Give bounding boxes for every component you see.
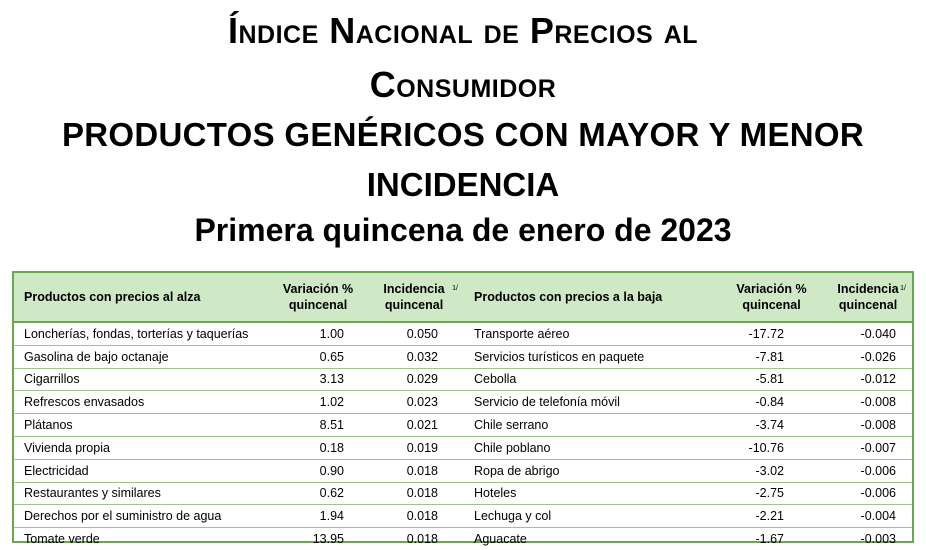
- up-incidence: 0.032: [364, 345, 464, 368]
- up-product-name: Plátanos: [14, 414, 272, 437]
- down-product-name: Chile serrano: [464, 414, 719, 437]
- header-down-incidence-line1: Incidencia: [837, 282, 899, 296]
- header-up-incidence: [364, 273, 464, 322]
- down-incidence: -0.012: [824, 368, 912, 391]
- header-up-incidence-line1: Incidencia: [383, 282, 445, 296]
- down-incidence: -0.006: [824, 459, 912, 482]
- down-product-name: Cebolla: [464, 368, 719, 391]
- up-variation: 3.13: [272, 368, 364, 391]
- header-down-incidence-line2: quincenal: [838, 298, 898, 312]
- table-row: [14, 322, 912, 345]
- header-up-incidence-note: 1/: [452, 285, 458, 292]
- table-row: [14, 482, 912, 505]
- down-incidence: -0.040: [824, 322, 912, 345]
- down-variation: -3.02: [719, 459, 824, 482]
- table-row: [14, 414, 912, 437]
- down-variation: -5.81: [719, 368, 824, 391]
- table-row: [14, 436, 912, 459]
- up-incidence: 0.050: [364, 322, 464, 345]
- up-product-name: Tomate verde: [24, 532, 100, 547]
- up-product-name: Derechos por el suministro de agua: [14, 505, 272, 528]
- down-incidence: -0.026: [824, 345, 912, 368]
- table-header-row: [14, 273, 912, 322]
- up-product-name: Loncherías, fondas, torterías y taquerías: [14, 322, 272, 345]
- up-product-name: Gasolina de bajo octanaje: [14, 345, 272, 368]
- up-incidence: 0.023: [364, 391, 464, 414]
- up-variation: 1.00: [272, 322, 364, 345]
- title-block: [0, 0, 926, 247]
- table-row: [14, 391, 912, 414]
- title-line-2: Consumidor: [369, 64, 557, 105]
- down-variation: -17.72: [719, 322, 824, 345]
- down-product-name: Aguacate: [474, 532, 527, 547]
- up-incidence: 0.018: [364, 459, 464, 482]
- down-variation: -1.67: [755, 532, 784, 547]
- header-down-variation: [719, 273, 824, 322]
- up-variation: 13.95: [312, 532, 344, 547]
- header-up-variation: [272, 273, 364, 322]
- table-row: [14, 345, 912, 368]
- header-down-incidence-note: 1/: [900, 285, 906, 292]
- down-variation: -2.21: [719, 505, 824, 528]
- table-row: [14, 528, 912, 550]
- down-incidence: -0.003: [860, 532, 896, 547]
- up-product-name: Vivienda propia: [14, 436, 272, 459]
- up-incidence: 0.018: [406, 532, 438, 547]
- up-variation: 1.02: [272, 391, 364, 414]
- up-product-name: Refrescos envasados: [14, 391, 272, 414]
- table-row: [14, 459, 912, 482]
- down-incidence: -0.006: [824, 482, 912, 505]
- title-line-1: Índice Nacional de Precios al: [227, 10, 699, 51]
- down-incidence: -0.004: [824, 505, 912, 528]
- down-product-name: Lechuga y col: [464, 505, 719, 528]
- table-row: [14, 368, 912, 391]
- up-variation: 0.90: [272, 459, 364, 482]
- down-product-name: Transporte aéreo: [464, 322, 719, 345]
- down-product-name: Servicios turísticos en paquete: [464, 345, 719, 368]
- up-variation: 0.62: [272, 482, 364, 505]
- incidence-table: [12, 271, 914, 547]
- down-product-name: Ropa de abrigo: [464, 459, 719, 482]
- header-down-variation-line1: Variación %: [736, 282, 807, 296]
- down-incidence: -0.008: [824, 414, 912, 437]
- header-down-incidence: [824, 273, 912, 322]
- down-variation: -3.74: [719, 414, 824, 437]
- up-product-name: Electricidad: [14, 459, 272, 482]
- down-incidence: -0.007: [824, 436, 912, 459]
- period-title: Primera quincena de enero de 2023: [194, 212, 732, 248]
- up-variation: 1.94: [272, 505, 364, 528]
- up-product-name: Cigarrillos: [14, 368, 272, 391]
- header-down-variation-line2: quincenal: [742, 298, 801, 312]
- up-incidence: 0.018: [364, 505, 464, 528]
- down-variation: -2.75: [719, 482, 824, 505]
- up-variation: 0.18: [272, 436, 364, 459]
- down-product-name: Chile poblano: [464, 436, 719, 459]
- up-incidence: 0.018: [364, 482, 464, 505]
- down-variation: -10.76: [719, 436, 824, 459]
- down-product-name: Hoteles: [464, 482, 719, 505]
- table-row: [14, 505, 912, 528]
- up-variation: 8.51: [272, 414, 364, 437]
- up-product-name: Restaurantes y similares: [14, 482, 272, 505]
- header-up-variation-line2: quincenal: [288, 298, 348, 312]
- down-variation: -7.81: [719, 345, 824, 368]
- header-down-products: Productos con precios a la baja: [464, 273, 719, 322]
- down-incidence: -0.008: [824, 391, 912, 414]
- header-up-products: Productos con precios al alza: [14, 273, 272, 322]
- subtitle-line-1: PRODUCTOS GENÉRICOS CON MAYOR Y MENOR: [61, 116, 864, 153]
- subtitle-line-2: INCIDENCIA: [366, 166, 560, 203]
- up-incidence: 0.021: [364, 414, 464, 437]
- up-variation: 0.65: [272, 345, 364, 368]
- up-incidence: 0.029: [364, 368, 464, 391]
- header-up-variation-line1: Variación %: [282, 282, 354, 296]
- header-up-incidence-line2: quincenal: [384, 298, 444, 312]
- down-variation: -0.84: [719, 391, 824, 414]
- up-incidence: 0.019: [364, 436, 464, 459]
- down-product-name: Servicio de telefonía móvil: [464, 391, 719, 414]
